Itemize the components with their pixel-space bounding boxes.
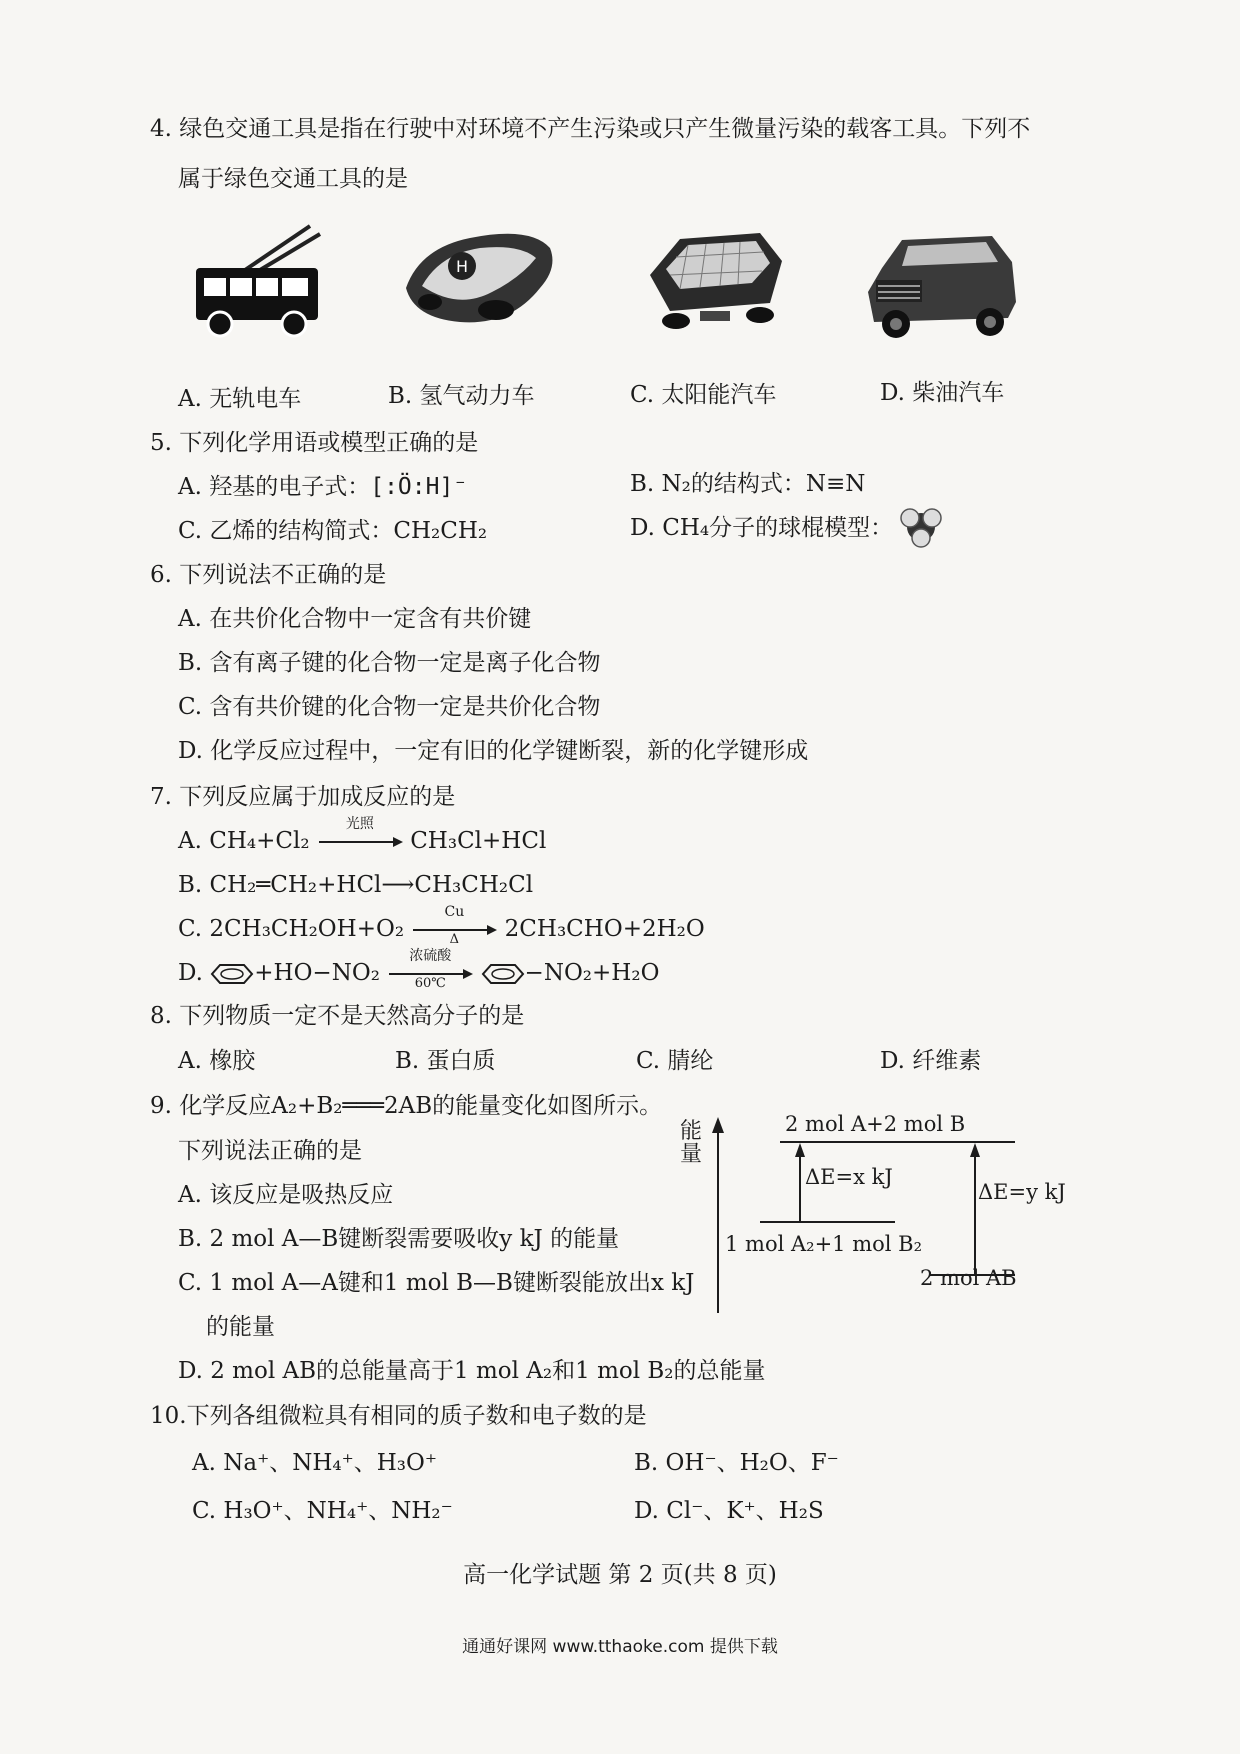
q7-d-temperature: 60℃: [414, 976, 446, 991]
q7-d-catalyst: 浓硫酸: [409, 948, 452, 964]
trolleybus-image: [190, 220, 340, 340]
q4-stem-line1: 4. 绿色交通工具是指在行驶中对环境不产生污染或只产生微量污染的载客工具。下列不: [150, 116, 1031, 142]
energy-level-top: 2 mol A+2 mol B: [785, 1112, 966, 1136]
q9-stem-line1: 9. 化学反应A₂+B₂═══2AB的能量变化如图所示。: [150, 1093, 663, 1119]
q7-c-reactants: C. 2CH₃CH₂OH+O₂: [178, 916, 405, 942]
reaction-arrow: [317, 816, 403, 853]
q10-option-a: A. Na⁺、NH₄⁺、H₃O⁺: [192, 1450, 438, 1476]
q7-d-label: D.: [178, 960, 203, 986]
q7-d-reactant: +HO−NO₂: [254, 960, 380, 986]
q7-option-c: [178, 904, 705, 947]
q10-stem: 10.下列各组微粒具有相同的质子数和电子数的是: [150, 1403, 647, 1429]
hydrogen-car-image: [400, 218, 560, 338]
energy-level-middle: 1 mol A₂+1 mol B₂: [725, 1232, 922, 1256]
q7-option-d: [178, 948, 660, 991]
q9-stem-line2: 下列说法正确的是: [178, 1138, 362, 1164]
hydroxyl-electron-formula: [:Ö:H]⁻: [370, 474, 468, 500]
reaction-arrow: [387, 948, 473, 991]
q7-d-products: −NO₂+H₂O: [524, 960, 660, 986]
q9-option-c-line1: C. 1 mol A—A键和1 mol B—B键断裂能放出x kJ: [178, 1270, 695, 1296]
q9-option-d: D. 2 mol AB的总能量高于1 mol A₂和1 mol B₂的总能量: [178, 1358, 766, 1384]
q6-stem: 6. 下列说法不正确的是: [150, 562, 387, 588]
q4-option-c: C. 太阳能汽车: [630, 382, 777, 408]
q7-a-condition: 光照: [345, 816, 374, 832]
q7-c-products: 2CH₃CHO+2H₂O: [504, 916, 705, 942]
delta-e-x-label: ΔE=x kJ: [805, 1165, 893, 1189]
q4-option-a: A. 无轨电车: [178, 386, 302, 412]
q7-option-b: B. CH₂═CH₂+HCl⟶CH₃CH₂Cl: [178, 872, 534, 898]
q5-option-a-label: A. 羟基的电子式：: [178, 474, 371, 500]
q6-option-b: B. 含有离子键的化合物一定是离子化合物: [178, 650, 601, 676]
q8-option-a: A. 橡胶: [178, 1048, 256, 1074]
q7-option-a: [178, 816, 547, 854]
q5-option-c: C. 乙烯的结构简式：CH₂CH₂: [178, 518, 488, 544]
q4-option-b: B. 氢气动力车: [388, 383, 535, 409]
reaction-arrow: [411, 904, 497, 947]
q8-option-c: C. 腈纶: [636, 1048, 714, 1074]
q4-stem-line2: 属于绿色交通工具的是: [178, 166, 408, 192]
svg-text:H: H: [455, 257, 469, 276]
page-footer: 高一化学试题 第 2 页(共 8 页): [463, 1562, 777, 1588]
q7-c-heat: Δ: [449, 932, 460, 947]
q7-a-products: CH₃Cl+HCl: [410, 828, 547, 854]
q5-option-d: D. CH₄分子的球棍模型：: [630, 515, 894, 541]
q8-stem: 8. 下列物质一定不是天然高分子的是: [150, 1003, 525, 1029]
delta-e-y-label: ΔE=y kJ: [978, 1180, 1066, 1204]
q9-option-c-line2: 的能量: [206, 1314, 275, 1340]
q5-stem: 5. 下列化学用语或模型正确的是: [150, 430, 479, 456]
diesel-suv-image: [862, 232, 1022, 342]
q7-c-catalyst: Cu: [444, 904, 465, 920]
q6-option-c: C. 含有共价键的化合物一定是共价化合物: [178, 694, 601, 720]
q5-option-a: [178, 476, 467, 499]
benzene-ring-icon: [481, 963, 525, 985]
site-watermark: 通通好课网 www.tthaoke.com 提供下载: [462, 1637, 778, 1657]
q10-option-c: C. H₃O⁺、NH₄⁺、NH₂⁻: [192, 1498, 453, 1524]
energy-axis-label: 能量: [680, 1119, 703, 1168]
q9-option-b: B. 2 mol A—B键断裂需要吸收y kJ 的能量: [178, 1226, 620, 1252]
q9-option-a: A. 该反应是吸热反应: [178, 1182, 394, 1208]
q10-option-d: D. Cl⁻、K⁺、H₂S: [634, 1498, 824, 1524]
q7-a-reactants: A. CH₄+Cl₂: [178, 828, 310, 854]
q10-option-b: B. OH⁻、H₂O、F⁻: [634, 1450, 839, 1476]
q6-option-a: A. 在共价化合物中一定含有共价键: [178, 606, 532, 632]
q7-stem: 7. 下列反应属于加成反应的是: [150, 784, 456, 810]
solar-car-image: [640, 225, 790, 340]
q5-option-b: B. N₂的结构式：N≡N: [630, 471, 866, 497]
q6-option-d: D. 化学反应过程中，一定有旧的化学键断裂，新的化学键形成: [178, 738, 809, 764]
methane-ball-stick-model-icon: [898, 506, 944, 548]
energy-level-bottom: 2 mol AB: [920, 1266, 1017, 1290]
q4-option-d: D. 柴油汽车: [880, 380, 1005, 406]
q8-option-d: D. 纤维素: [880, 1048, 982, 1074]
benzene-ring-icon: [210, 963, 254, 985]
q8-option-b: B. 蛋白质: [395, 1048, 496, 1074]
